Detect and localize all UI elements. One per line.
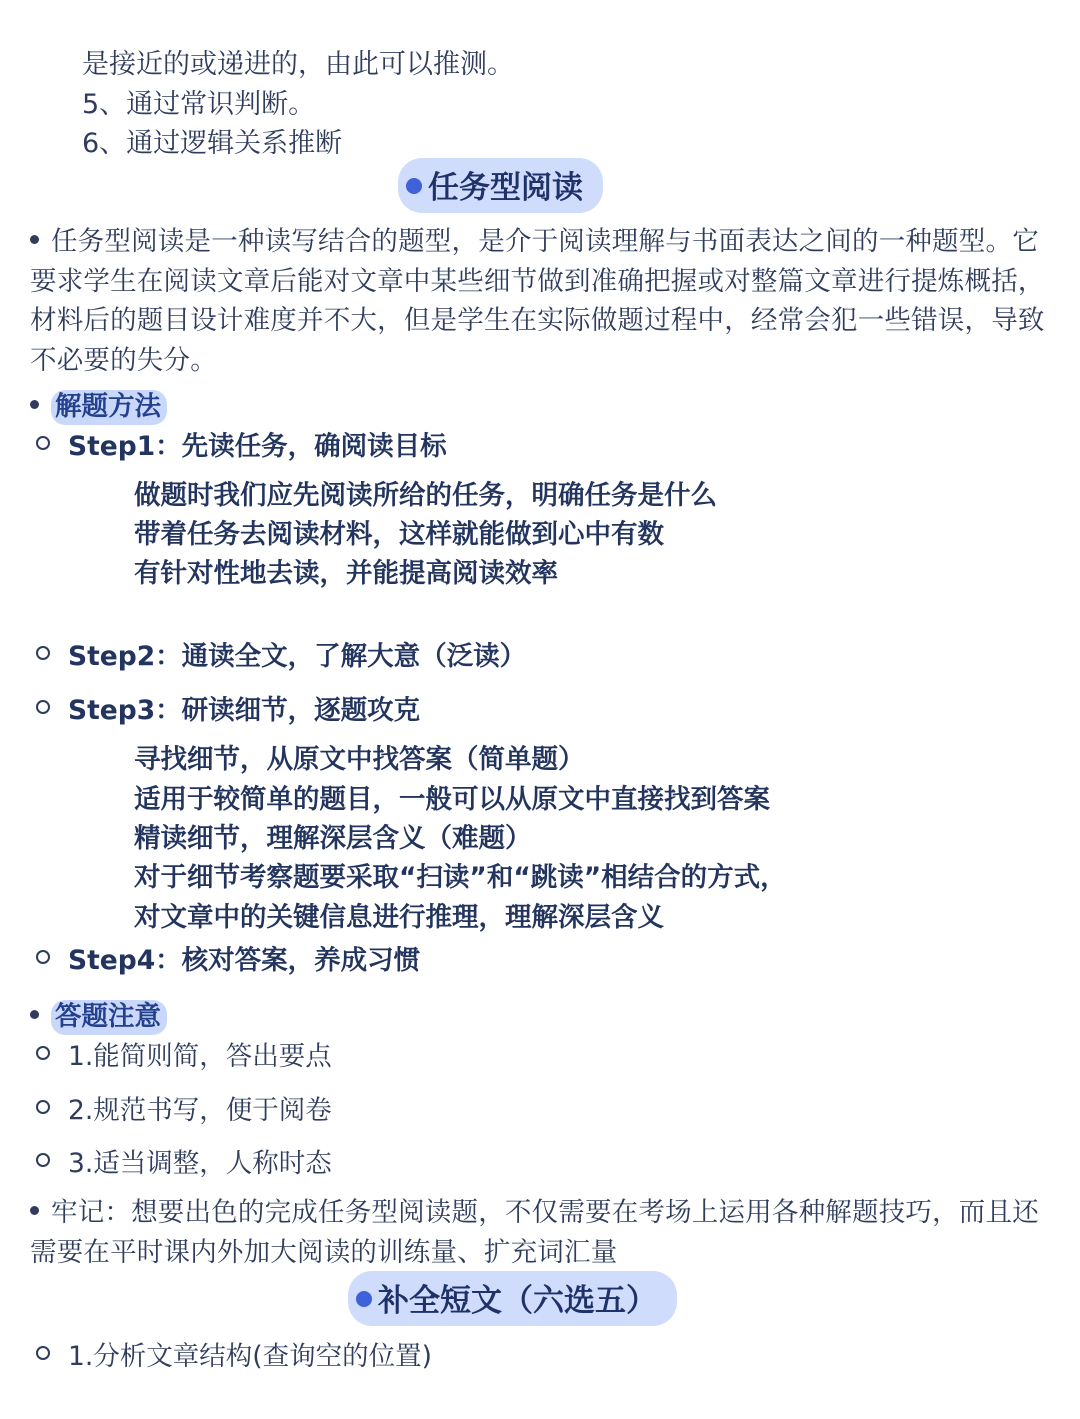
note-item-text: 2.规范书写，便于阅卷 — [68, 1095, 332, 1126]
note-item — [36, 1034, 332, 1073]
step-3-detail: 寻找细节，从原文中找答案（简单题） — [134, 744, 585, 775]
section-intro-text: 任务型阅读是一种读写结合的题型，是介于阅读理解与书面表达之间的一种题型。它要求学生在阅读文章后能对文章中某些细节做到准确把握或对整篇文章进行提炼概括，材料后的题目设计难度并不大，但是学生在实际做题过程中，经常会犯一些错误，导致不必要的失分。 — [30, 226, 1045, 376]
methods-heading-text: 解题方法 — [51, 390, 167, 425]
step-3-detail: 精读细节，理解深层含义（难题） — [134, 823, 532, 854]
step-1-detail: 有针对性地去读，并能提高阅读效率 — [134, 558, 558, 589]
step-1 — [36, 424, 447, 463]
section-title-cloze — [348, 1271, 677, 1326]
bullet-icon — [30, 1010, 39, 1019]
step-3-detail: 适用于较简单的题目，一般可以从原文中直接找到答案 — [134, 784, 770, 815]
notes-heading-text: 答题注意 — [51, 1000, 167, 1035]
methods-heading — [30, 384, 167, 423]
step-4-text: Step4：核对答案，养成习惯 — [68, 945, 421, 976]
bullet-icon — [30, 1206, 39, 1215]
step-2 — [36, 634, 526, 673]
note-item-text: 3.适当调整，人称时态 — [68, 1148, 332, 1179]
section-2-item-text: 1.分析文章结构(查询空的位置) — [68, 1341, 432, 1372]
bullet-icon — [30, 400, 39, 409]
hollow-bullet-icon — [36, 1100, 50, 1114]
step-3 — [36, 688, 420, 727]
step-4 — [36, 938, 420, 977]
notes-heading — [30, 994, 167, 1033]
note-item — [36, 1141, 332, 1180]
intro-line: 5、通过常识判断。 — [82, 89, 316, 120]
step-2-text: Step2：通读全文，了解大意（泛读） — [68, 641, 527, 672]
hollow-bullet-icon — [36, 1153, 50, 1167]
step-3-text: Step3：研读细节，逐题攻克 — [68, 695, 421, 726]
section-2-item — [36, 1334, 432, 1373]
hollow-bullet-icon — [36, 1346, 50, 1360]
remember-paragraph — [30, 1193, 1050, 1272]
hollow-bullet-icon — [36, 1046, 50, 1060]
step-1-detail: 带着任务去阅读材料，这样就能做到心中有数 — [134, 519, 664, 550]
intro-line: 6、通过逻辑关系推断 — [82, 128, 343, 159]
hollow-bullet-icon — [36, 700, 50, 714]
bullet-icon — [30, 235, 39, 244]
section-intro-paragraph — [30, 222, 1050, 380]
section-title-task-reading — [398, 158, 603, 213]
hollow-bullet-icon — [36, 646, 50, 660]
intro-line: 是接近的或递进的，由此可以推测。 — [82, 49, 514, 80]
step-1-text: Step1：先读任务，确阅读目标 — [68, 431, 447, 462]
hollow-bullet-icon — [36, 436, 50, 450]
step-3-detail: 对文章中的关键信息进行推理，理解深层含义 — [134, 902, 664, 933]
note-item-text: 1.能简则简，答出要点 — [68, 1041, 332, 1072]
hollow-bullet-icon — [36, 950, 50, 964]
section-title-text: 补全短文（六选五） — [378, 1283, 657, 1319]
step-1-detail: 做题时我们应先阅读所给的任务，明确任务是什么 — [134, 480, 717, 511]
bullet-dot-icon — [356, 1291, 372, 1307]
section-title-text: 任务型阅读 — [428, 170, 583, 206]
step-3-detail: 对于细节考察题要采取“扫读”和“跳读”相结合的方式， — [134, 862, 787, 893]
note-item — [36, 1088, 332, 1127]
remember-text: 牢记：想要出色的完成任务型阅读题，不仅需要在考场上运用各种解题技巧，而且还需要在平时课内外加大阅读的训练量、扩充词汇量 — [30, 1197, 1039, 1268]
bullet-dot-icon — [406, 178, 422, 194]
